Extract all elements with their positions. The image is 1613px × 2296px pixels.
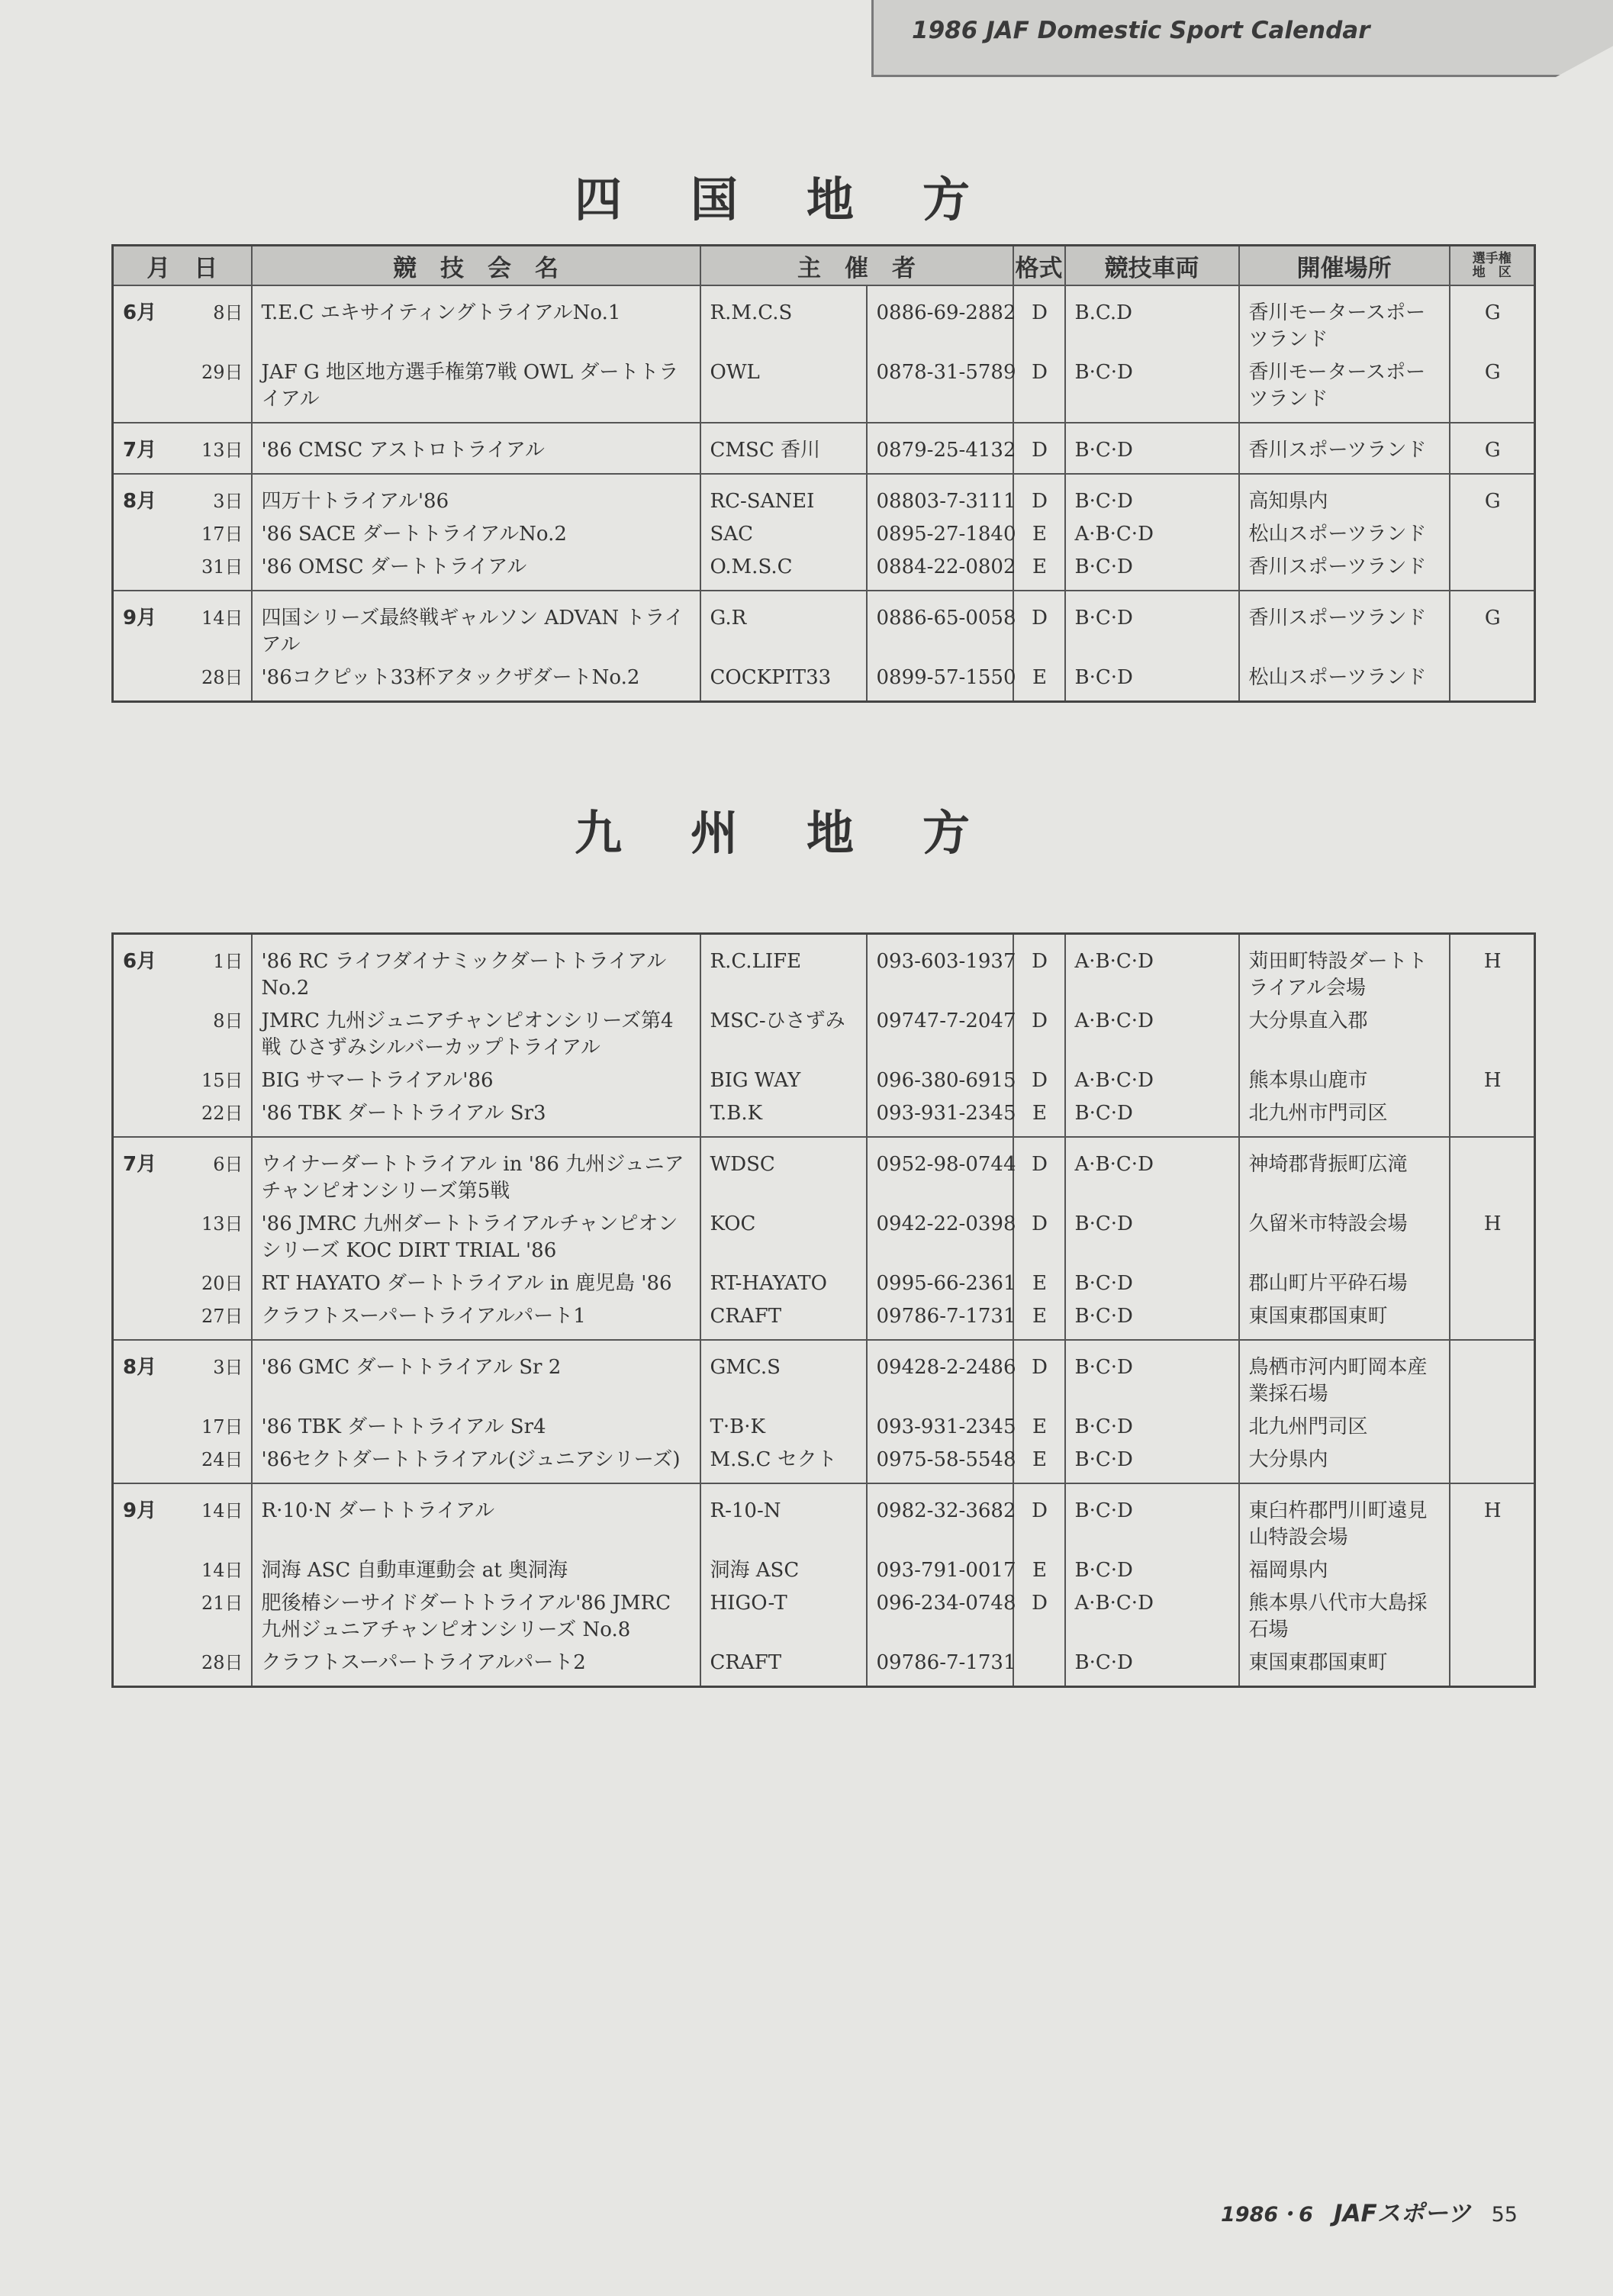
- cell-format: E: [1013, 1097, 1065, 1137]
- cell-region: [1450, 1005, 1535, 1064]
- table-row: [113, 1647, 1535, 1687]
- section-title-kyushu: 九州地方: [574, 805, 1038, 861]
- cell-vehicles: B·C·D: [1065, 1340, 1239, 1411]
- cell-venue: 鳥栖市河内町岡本産業採石場: [1239, 1340, 1450, 1411]
- cell-format: E: [1013, 1300, 1065, 1340]
- cell-day: 22日: [183, 1097, 252, 1137]
- cell-phone: 093-603-1937: [867, 934, 1013, 1006]
- cell-region: H: [1450, 1064, 1535, 1097]
- cell-venue: 北九州市門司区: [1239, 1097, 1450, 1137]
- cell-venue: 神埼郡背振町広滝: [1239, 1137, 1450, 1208]
- calendar-table-kyushu: [111, 932, 1536, 1688]
- cell-phone: 0884-22-0802: [867, 551, 1013, 591]
- cell-vehicles: A·B·C·D: [1065, 1005, 1239, 1064]
- cell-vehicles: B·C·D: [1065, 1444, 1239, 1483]
- cell-vehicles: B·C·D: [1065, 1483, 1239, 1554]
- cell-event-name: '86 GMC ダートトライアル Sr 2: [252, 1340, 700, 1411]
- cell-vehicles: A·B·C·D: [1065, 518, 1239, 551]
- cell-organizer: CRAFT: [700, 1647, 867, 1687]
- cell-region: [1450, 551, 1535, 591]
- cell-month: [113, 1267, 183, 1300]
- table-row: [113, 1064, 1535, 1097]
- cell-vehicles: B.C.D: [1065, 285, 1239, 356]
- table-row: [113, 1137, 1535, 1208]
- cell-organizer: OWL: [700, 356, 867, 423]
- cell-organizer: 洞海 ASC: [700, 1554, 867, 1587]
- cell-format: D: [1013, 285, 1065, 356]
- cell-venue: 北九州門司区: [1239, 1411, 1450, 1444]
- table-row: [113, 1483, 1535, 1554]
- cell-organizer: T·B·K: [700, 1411, 867, 1444]
- cell-format: E: [1013, 1267, 1065, 1300]
- cell-format: D: [1013, 1208, 1065, 1267]
- cell-organizer: T.B.K: [700, 1097, 867, 1137]
- cell-vehicles: B·C·D: [1065, 1411, 1239, 1444]
- cell-day: 1日: [183, 934, 252, 1006]
- cell-organizer: G.R: [700, 591, 867, 662]
- table-row: [113, 1411, 1535, 1444]
- cell-format: D: [1013, 474, 1065, 518]
- table-row: [113, 551, 1535, 591]
- cell-phone: 0886-69-2882: [867, 285, 1013, 356]
- cell-organizer: CRAFT: [700, 1300, 867, 1340]
- cell-month: [113, 356, 183, 423]
- cell-format: D: [1013, 1483, 1065, 1554]
- cell-month: 6月: [113, 934, 183, 1006]
- cell-region: [1450, 1587, 1535, 1647]
- col-header-format: 格式: [1013, 246, 1065, 286]
- cell-event-name: R·10·N ダートトライアル: [252, 1483, 700, 1554]
- cell-vehicles: B·C·D: [1065, 591, 1239, 662]
- cell-organizer: BIG WAY: [700, 1064, 867, 1097]
- cell-venue: 松山スポーツランド: [1239, 518, 1450, 551]
- cell-format: D: [1013, 591, 1065, 662]
- cell-vehicles: B·C·D: [1065, 1647, 1239, 1687]
- cell-venue: 熊本県八代市大島採石場: [1239, 1587, 1450, 1647]
- cell-day: 13日: [183, 1208, 252, 1267]
- cell-event-name: RT HAYATO ダートトライアル in 鹿児島 '86: [252, 1267, 700, 1300]
- cell-organizer: M.S.C セクト: [700, 1444, 867, 1483]
- cell-venue: 香川スポーツランド: [1239, 591, 1450, 662]
- cell-phone: 09747-7-2047: [867, 1005, 1013, 1064]
- cell-month: [113, 1411, 183, 1444]
- cell-phone: 0878-31-5789: [867, 356, 1013, 423]
- cell-vehicles: B·C·D: [1065, 662, 1239, 702]
- col-header-event: 競 技 会 名: [252, 246, 700, 286]
- cell-event-name: '86 JMRC 九州ダートトライアルチャンピオンシリーズ KOC DIRT TRIAL '86: [252, 1208, 700, 1267]
- cell-region: [1450, 1097, 1535, 1137]
- table-body-shikoku: [113, 285, 1535, 702]
- cell-event-name: '86 RC ライフダイナミックダートトライアルNo.2: [252, 934, 700, 1006]
- cell-month: [113, 1300, 183, 1340]
- cell-day: 21日: [183, 1587, 252, 1647]
- table-row: [113, 474, 1535, 518]
- cell-format: D: [1013, 1340, 1065, 1411]
- cell-venue: 東国東郡国東町: [1239, 1647, 1450, 1687]
- col-header-vehicles: 競技車両: [1065, 246, 1239, 286]
- cell-format: E: [1013, 1411, 1065, 1444]
- cell-region: G: [1450, 591, 1535, 662]
- cell-region: G: [1450, 356, 1535, 423]
- cell-region: [1450, 1647, 1535, 1687]
- cell-venue: 久留米市特設会場: [1239, 1208, 1450, 1267]
- cell-venue: 松山スポーツランド: [1239, 662, 1450, 702]
- cell-organizer: HIGO-T: [700, 1587, 867, 1647]
- cell-phone: 093-791-0017: [867, 1554, 1013, 1587]
- cell-venue: 大分県内: [1239, 1444, 1450, 1483]
- cell-event-name: '86 OMSC ダートトライアル: [252, 551, 700, 591]
- cell-region: [1450, 1300, 1535, 1340]
- cell-format: D: [1013, 934, 1065, 1006]
- cell-month: [113, 1444, 183, 1483]
- cell-phone: 09786-7-1731: [867, 1300, 1013, 1340]
- table-row: [113, 1300, 1535, 1340]
- col-header-region: 選手権 地 区: [1450, 246, 1535, 286]
- table-row: [113, 1097, 1535, 1137]
- cell-region: H: [1450, 1208, 1535, 1267]
- cell-region: [1450, 518, 1535, 551]
- cell-phone: 09786-7-1731: [867, 1647, 1013, 1687]
- cell-event-name: 四万十トライアル'86: [252, 474, 700, 518]
- cell-day: 3日: [183, 474, 252, 518]
- cell-venue: 福岡県内: [1239, 1554, 1450, 1587]
- cell-vehicles: B·C·D: [1065, 474, 1239, 518]
- cell-organizer: KOC: [700, 1208, 867, 1267]
- cell-format: E: [1013, 662, 1065, 702]
- cell-month: [113, 1005, 183, 1064]
- cell-day: 13日: [183, 423, 252, 474]
- cell-day: 8日: [183, 1005, 252, 1064]
- cell-vehicles: B·C·D: [1065, 551, 1239, 591]
- cell-venue: 香川スポーツランド: [1239, 551, 1450, 591]
- cell-day: 28日: [183, 662, 252, 702]
- table-row: [113, 423, 1535, 474]
- cell-day: 14日: [183, 591, 252, 662]
- cell-event-name: T.E.C エキサイティングトライアルNo.1: [252, 285, 700, 356]
- cell-day: 14日: [183, 1554, 252, 1587]
- col-header-organizer: 主 催 者: [700, 246, 1013, 286]
- cell-organizer: R.C.LIFE: [700, 934, 867, 1006]
- cell-region: [1450, 662, 1535, 702]
- cell-organizer: O.M.S.C: [700, 551, 867, 591]
- cell-month: [113, 1208, 183, 1267]
- cell-organizer: RC-SANEI: [700, 474, 867, 518]
- cell-venue: 東国東郡国東町: [1239, 1300, 1450, 1340]
- cell-phone: 08803-7-3111: [867, 474, 1013, 518]
- cell-month: 8月: [113, 474, 183, 518]
- cell-region: G: [1450, 423, 1535, 474]
- cell-day: 31日: [183, 551, 252, 591]
- cell-venue: 郡山町片平砕石場: [1239, 1267, 1450, 1300]
- cell-organizer: GMC.S: [700, 1340, 867, 1411]
- cell-region: H: [1450, 934, 1535, 1006]
- cell-event-name: JMRC 九州ジュニアチャンピオンシリーズ第4戦 ひさずみシルバーカップトライアル: [252, 1005, 700, 1064]
- cell-event-name: JAF G 地区地方選手権第7戦 OWL ダートトライアル: [252, 356, 700, 423]
- cell-phone: 096-380-6915: [867, 1064, 1013, 1097]
- cell-format: [1013, 1647, 1065, 1687]
- cell-month: [113, 662, 183, 702]
- cell-venue: 香川モータースポーツランド: [1239, 356, 1450, 423]
- cell-organizer: CMSC 香川: [700, 423, 867, 474]
- cell-event-name: 四国シリーズ最終戦ギャルソン ADVAN トライアル: [252, 591, 700, 662]
- cell-organizer: RT-HAYATO: [700, 1267, 867, 1300]
- table-row: [113, 1340, 1535, 1411]
- cell-event-name: '86 CMSC アストロトライアル: [252, 423, 700, 474]
- cell-organizer: R.M.C.S: [700, 285, 867, 356]
- table-row: [113, 1208, 1535, 1267]
- cell-format: D: [1013, 356, 1065, 423]
- cell-event-name: 肥後椿シーサイドダートトライアル'86 JMRC 九州ジュニアチャンピオンシリーズ No.8: [252, 1587, 700, 1647]
- cell-vehicles: B·C·D: [1065, 1097, 1239, 1137]
- cell-phone: 0886-65-0058: [867, 591, 1013, 662]
- cell-venue: 香川モータースポーツランド: [1239, 285, 1450, 356]
- cell-region: G: [1450, 285, 1535, 356]
- table-row: [113, 1554, 1535, 1587]
- table-body-kyushu: [113, 934, 1535, 1687]
- cell-vehicles: B·C·D: [1065, 1267, 1239, 1300]
- cell-region: G: [1450, 474, 1535, 518]
- cell-vehicles: B·C·D: [1065, 1554, 1239, 1587]
- cell-region: [1450, 1340, 1535, 1411]
- cell-day: 8日: [183, 285, 252, 356]
- page-footer: [1221, 2194, 1518, 2228]
- table-row: [113, 662, 1535, 702]
- cell-format: E: [1013, 1554, 1065, 1587]
- table-row: [113, 934, 1535, 1006]
- cell-organizer: COCKPIT33: [700, 662, 867, 702]
- cell-month: [113, 518, 183, 551]
- cell-phone: 0975-58-5548: [867, 1444, 1013, 1483]
- cell-region: [1450, 1137, 1535, 1208]
- cell-phone: 0995-66-2361: [867, 1267, 1013, 1300]
- cell-event-name: クラフトスーパートライアルパート2: [252, 1647, 700, 1687]
- cell-month: [113, 1097, 183, 1137]
- cell-event-name: BIG サマートライアル'86: [252, 1064, 700, 1097]
- cell-venue: 香川スポーツランド: [1239, 423, 1450, 474]
- cell-event-name: '86コクピット33杯アタックザダートNo.2: [252, 662, 700, 702]
- table-row: [113, 1267, 1535, 1300]
- cell-vehicles: B·C·D: [1065, 356, 1239, 423]
- cell-day: 28日: [183, 1647, 252, 1687]
- table-row: [113, 591, 1535, 662]
- cell-format: E: [1013, 1444, 1065, 1483]
- footer-issue: 1986・6: [1221, 2203, 1313, 2227]
- table-row: [113, 1444, 1535, 1483]
- table-row: [113, 1587, 1535, 1647]
- col-header-date: 月 日: [113, 246, 252, 286]
- table-row: [113, 285, 1535, 356]
- cell-event-name: クラフトスーパートライアルパート1: [252, 1300, 700, 1340]
- cell-format: D: [1013, 1005, 1065, 1064]
- footer-magazine: JAFスポーツ: [1334, 2200, 1471, 2227]
- cell-event-name: 洞海 ASC 自動車運動会 at 奥洞海: [252, 1554, 700, 1587]
- cell-day: 29日: [183, 356, 252, 423]
- cell-phone: 0982-32-3682: [867, 1483, 1013, 1554]
- cell-venue: 大分県直入郡: [1239, 1005, 1450, 1064]
- cell-day: 6日: [183, 1137, 252, 1208]
- cell-day: 14日: [183, 1483, 252, 1554]
- cell-month: [113, 1587, 183, 1647]
- cell-venue: 苅田町特設ダートトライアル会場: [1239, 934, 1450, 1006]
- cell-phone: 0899-57-1550: [867, 662, 1013, 702]
- cell-day: 20日: [183, 1267, 252, 1300]
- cell-region: [1450, 1267, 1535, 1300]
- cell-month: 7月: [113, 1137, 183, 1208]
- page-number: 55: [1491, 2203, 1518, 2227]
- cell-organizer: MSC-ひさずみ: [700, 1005, 867, 1064]
- cell-day: 17日: [183, 1411, 252, 1444]
- cell-phone: 0879-25-4132: [867, 423, 1013, 474]
- cell-month: 8月: [113, 1340, 183, 1411]
- cell-vehicles: B·C·D: [1065, 1208, 1239, 1267]
- cell-organizer: WDSC: [700, 1137, 867, 1208]
- cell-month: [113, 1554, 183, 1587]
- cell-event-name: ウイナーダートトライアル in '86 九州ジュニアチャンピオンシリーズ第5戦: [252, 1137, 700, 1208]
- table-header-row: [113, 246, 1535, 286]
- cell-vehicles: B·C·D: [1065, 1300, 1239, 1340]
- cell-vehicles: A·B·C·D: [1065, 1137, 1239, 1208]
- cell-organizer: SAC: [700, 518, 867, 551]
- cell-phone: 096-234-0748: [867, 1587, 1013, 1647]
- calendar-table-shikoku: [111, 244, 1536, 703]
- cell-format: D: [1013, 423, 1065, 474]
- cell-event-name: '86 SACE ダートトライアルNo.2: [252, 518, 700, 551]
- table-row: [113, 1005, 1535, 1064]
- cell-venue: 高知県内: [1239, 474, 1450, 518]
- col-header-venue: 開催場所: [1239, 246, 1450, 286]
- cell-format: D: [1013, 1137, 1065, 1208]
- cell-region: [1450, 1411, 1535, 1444]
- cell-phone: 093-931-2345: [867, 1411, 1013, 1444]
- cell-venue: 東臼杵郡門川町遠見山特設会場: [1239, 1483, 1450, 1554]
- cell-month: 9月: [113, 1483, 183, 1554]
- cell-format: E: [1013, 551, 1065, 591]
- cell-region: [1450, 1554, 1535, 1587]
- cell-month: 6月: [113, 285, 183, 356]
- section-title-shikoku: 四国地方: [574, 172, 1038, 227]
- cell-vehicles: A·B·C·D: [1065, 934, 1239, 1006]
- cell-format: D: [1013, 1064, 1065, 1097]
- cell-vehicles: B·C·D: [1065, 423, 1239, 474]
- cell-organizer: R-10-N: [700, 1483, 867, 1554]
- cell-month: 9月: [113, 591, 183, 662]
- cell-month: [113, 1064, 183, 1097]
- cell-venue: 熊本県山鹿市: [1239, 1064, 1450, 1097]
- cell-format: D: [1013, 1587, 1065, 1647]
- cell-region: [1450, 1444, 1535, 1483]
- cell-region: H: [1450, 1483, 1535, 1554]
- cell-month: [113, 551, 183, 591]
- cell-phone: 0895-27-1840: [867, 518, 1013, 551]
- cell-event-name: '86 TBK ダートトライアル Sr3: [252, 1097, 700, 1137]
- banner-title: 1986 JAF Domestic Sport Calendar: [912, 17, 1370, 44]
- cell-day: 17日: [183, 518, 252, 551]
- cell-vehicles: A·B·C·D: [1065, 1587, 1239, 1647]
- cell-month: [113, 1647, 183, 1687]
- cell-phone: 0942-22-0398: [867, 1208, 1013, 1267]
- cell-event-name: '86セクトダートトライアル(ジュニアシリーズ): [252, 1444, 700, 1483]
- cell-event-name: '86 TBK ダートトライアル Sr4: [252, 1411, 700, 1444]
- cell-phone: 09428-2-2486: [867, 1340, 1013, 1411]
- cell-day: 3日: [183, 1340, 252, 1411]
- cell-vehicles: A·B·C·D: [1065, 1064, 1239, 1097]
- table-row: [113, 518, 1535, 551]
- table-row: [113, 356, 1535, 423]
- cell-day: 24日: [183, 1444, 252, 1483]
- cell-month: 7月: [113, 423, 183, 474]
- cell-phone: 093-931-2345: [867, 1097, 1013, 1137]
- cell-format: E: [1013, 518, 1065, 551]
- cell-day: 27日: [183, 1300, 252, 1340]
- cell-phone: 0952-98-0744: [867, 1137, 1013, 1208]
- cell-day: 15日: [183, 1064, 252, 1097]
